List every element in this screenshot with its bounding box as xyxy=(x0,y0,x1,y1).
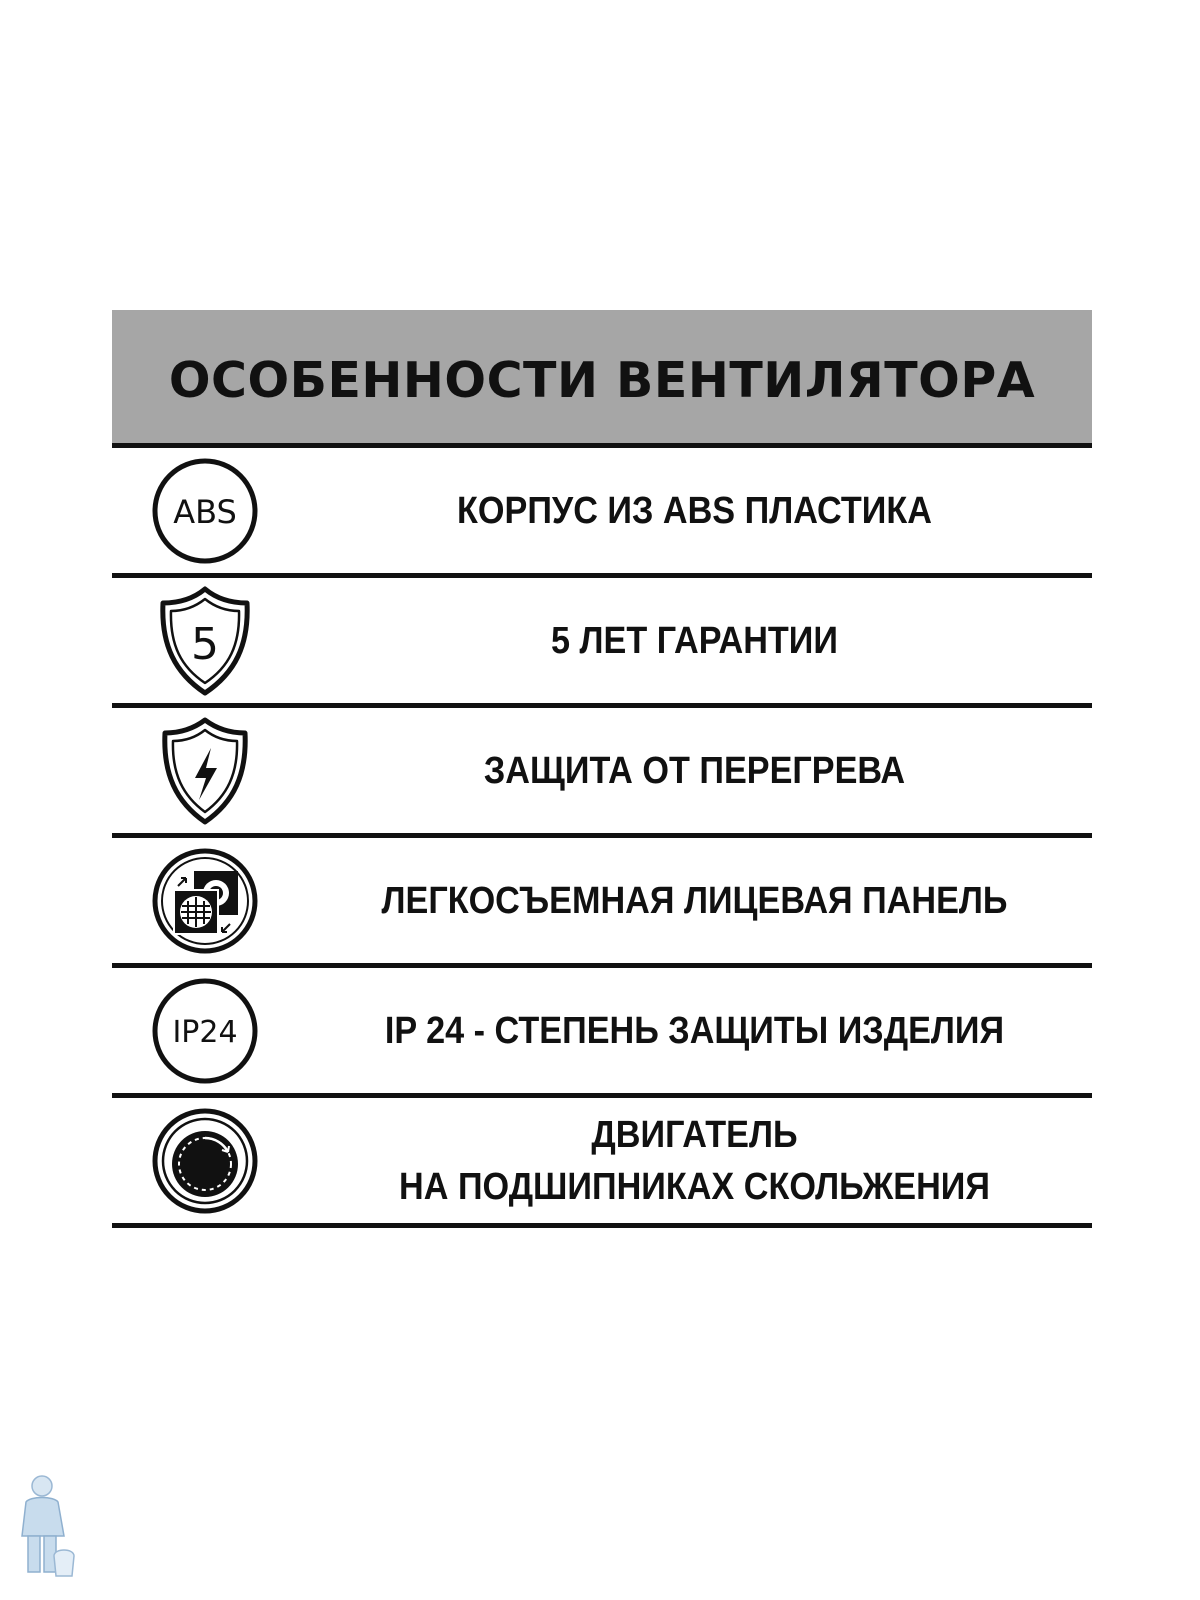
ip24-icon-text: IP24 xyxy=(171,1014,238,1050)
abs-badge-icon xyxy=(112,456,297,566)
features-header xyxy=(112,310,1092,448)
abs-icon-text: ABS xyxy=(172,492,237,531)
motor-bearing-icon xyxy=(112,1106,297,1216)
features-table xyxy=(112,310,1092,1228)
feature-row-abs xyxy=(112,448,1092,578)
feature-label-motor-line2: НА ПОДШИПНИКАХ СКОЛЬЖЕНИЯ xyxy=(399,1165,990,1208)
warranty-icon-text: 5 xyxy=(190,618,219,670)
feature-label-panel: ЛЕГКОСЪЕМНАЯ ЛИЦЕВАЯ ПАНЕЛЬ xyxy=(381,879,1008,922)
feature-row-panel xyxy=(112,838,1092,968)
feature-label-overheat: ЗАЩИТА ОТ ПЕРЕГРЕВА xyxy=(483,749,906,792)
plumber-logo xyxy=(8,1472,83,1592)
warranty-shield-icon xyxy=(112,585,297,697)
feature-row-motor xyxy=(112,1098,1092,1228)
feature-label-motor-line1: ДВИГАТЕЛЬ xyxy=(591,1113,798,1156)
feature-row-overheat xyxy=(112,708,1092,838)
removable-panel-icon xyxy=(112,846,297,956)
feature-label-ip24: IP 24 - СТЕПЕНЬ ЗАЩИТЫ ИЗДЕЛИЯ xyxy=(384,1009,1005,1052)
page-title: ОСОБЕННОСТИ ВЕНТИЛЯТОРА xyxy=(168,352,1036,409)
feature-label-abs: КОРПУС ИЗ ABS ПЛАСТИКА xyxy=(457,489,932,532)
feature-label-warranty: 5 ЛЕТ ГАРАНТИИ xyxy=(551,619,838,662)
ip24-badge-icon xyxy=(112,976,297,1086)
lightning-shield-icon xyxy=(112,716,297,826)
feature-label-motor xyxy=(337,1109,1053,1213)
feature-row-ip24 xyxy=(112,968,1092,1098)
feature-row-warranty xyxy=(112,578,1092,708)
